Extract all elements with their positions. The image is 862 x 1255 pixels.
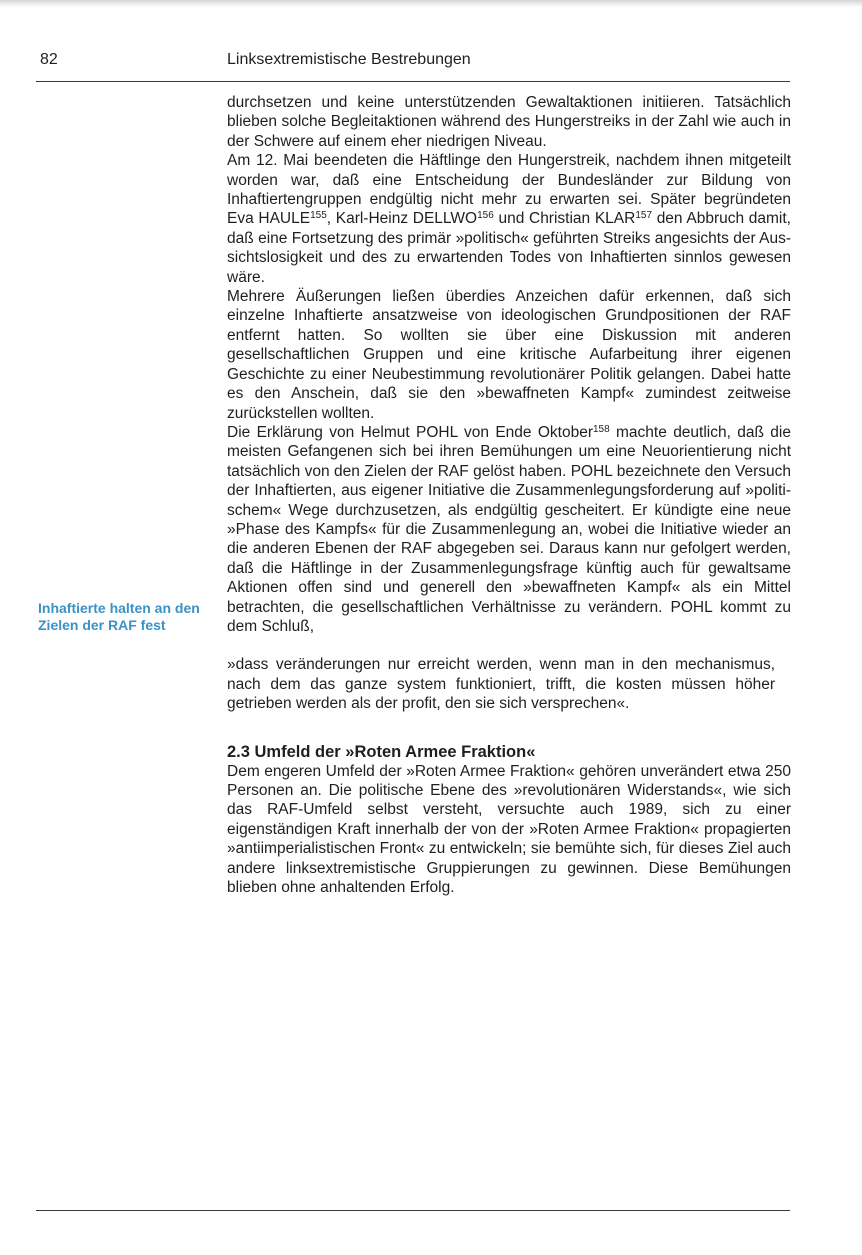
text-run: und Christian KLAR	[493, 210, 636, 228]
footnote-ref: 158	[593, 423, 610, 435]
paragraph	[227, 423, 791, 636]
margin-note: Inhaftierte halten an den Zielen der RAF fest	[38, 600, 200, 633]
text-run: Am 12. Mai beendeten die Häftlinge den Hungerstreik, nachdem ihnen mitgeteilt worden war, daß eine Entscheidung der Bundesländer zur Bildung von Inhaftiertengruppen endgültig nicht mehr zu erwarten sei. Später begründeten Eva HAULE	[227, 152, 791, 228]
footnote-ref: 156	[477, 210, 494, 222]
block-quote: »dass veränderungen nur erreicht werden, wenn man in den mechanismus, nach dem das ganze system funktioniert, trifft, die kosten müssen höher getrieben werden als der profit, den sie sich versprechen«.	[227, 656, 775, 713]
text-run: , Karl-Heinz DELLWO	[326, 210, 478, 228]
footnote-ref: 155	[310, 210, 327, 222]
footer-rule	[36, 1210, 790, 1211]
running-title: Linksextremistische Bestrebungen	[227, 51, 471, 68]
text-run: Die Erklärung von Helmut POHL von Ende Oktober	[227, 423, 593, 441]
scan-edge-shadow	[0, 0, 862, 8]
page-number: 82	[40, 51, 58, 68]
body-text	[227, 93, 791, 897]
footnote-ref: 157	[635, 210, 653, 222]
paragraph: durchsetzen und keine unterstützenden Gewaltaktionen initiieren. Tatsächlich blieben solche Begleitaktionen während des Hungerstreiks in der Zahl wie auch in der Schwere auf einem eher niedrigen Niveau.	[227, 94, 791, 150]
text-run: den Abbruch damit, daß eine Fortsetzung des primär »politisch« geführten Streiks angesichts der Aussichtslosigkeit und des zu erwartenden Todes von Inhaftierten sinnlos gewesen wäre.	[227, 210, 791, 286]
paragraph: Mehrere Äußerungen ließen überdies Anzeichen dafür erkennen, daß sich einzelne Inhaftierte ansatzweise von ideologischen Grundpositionen der RAF entfernt hatten. So wollten sie über eine Diskussion mit anderen gesellschaftlichen Gruppen und eine kritische Aufarbeitung ihrer eigenen Geschichte zu einer Neubestimmung revolutionärer Politik gelangen. Dabei hatte es den Anschein, daß sie den »bewaffneten Kampf« zumindest zeitweise zurückstellen wollten.	[227, 288, 791, 422]
paragraph	[227, 151, 791, 287]
header-rule	[36, 81, 790, 82]
paragraph: Dem engeren Umfeld der »Roten Armee Fraktion« gehören unverändert etwa 250 Personen an. Die politische Ebene des »revolutionären Widerstands«, wie sich das RAF-Umfeld selbst versteht, versuchte auch 1989, sich zu einer eigenständigen Kraft innerhalb der von der »Roten Armee Fraktion« propagierten »antiimperialistischen Front« zu entwickeln; sie bemühte sich, für dieses Ziel auch andere linksextremistische Gruppierungen zu gewinnen. Diese Bemühungen blieben ohne anhaltenden Erfolg.	[227, 762, 791, 897]
text-run: machte deutlich, daß die meisten Gefangenen sich bei ihren Bemühungen um eine Neuorientierung nicht tatsächlich von den Zielen der RAF gelöst haben. POHL bezeichnete den Versuch der Inhaftierten, aus eigener Initiative die Zusammenlegungsforderung auf »politischem« Wege durchzusetzen, als endgültig gescheitert. Er kündigte eine neue »Phase des Kampfs« für die Zusammenlegung an, wobei die Initiative wieder an die anderen Ebenen der RAF abgegeben sei. Daraus kann nur gefolgert werden, daß die Häftlinge in der Zusammenlegungsfrage künftig auch für gewaltsame Aktionen offen sind und generell den »bewaffneten Kampf« als ein Mittel betrachten, die gesellschaftlichen Verhältnisse zu verändern. POHL kommt zu dem Schluß,	[227, 423, 791, 635]
section-heading: 2.3 Umfeld der »Roten Armee Fraktion«	[227, 742, 536, 761]
